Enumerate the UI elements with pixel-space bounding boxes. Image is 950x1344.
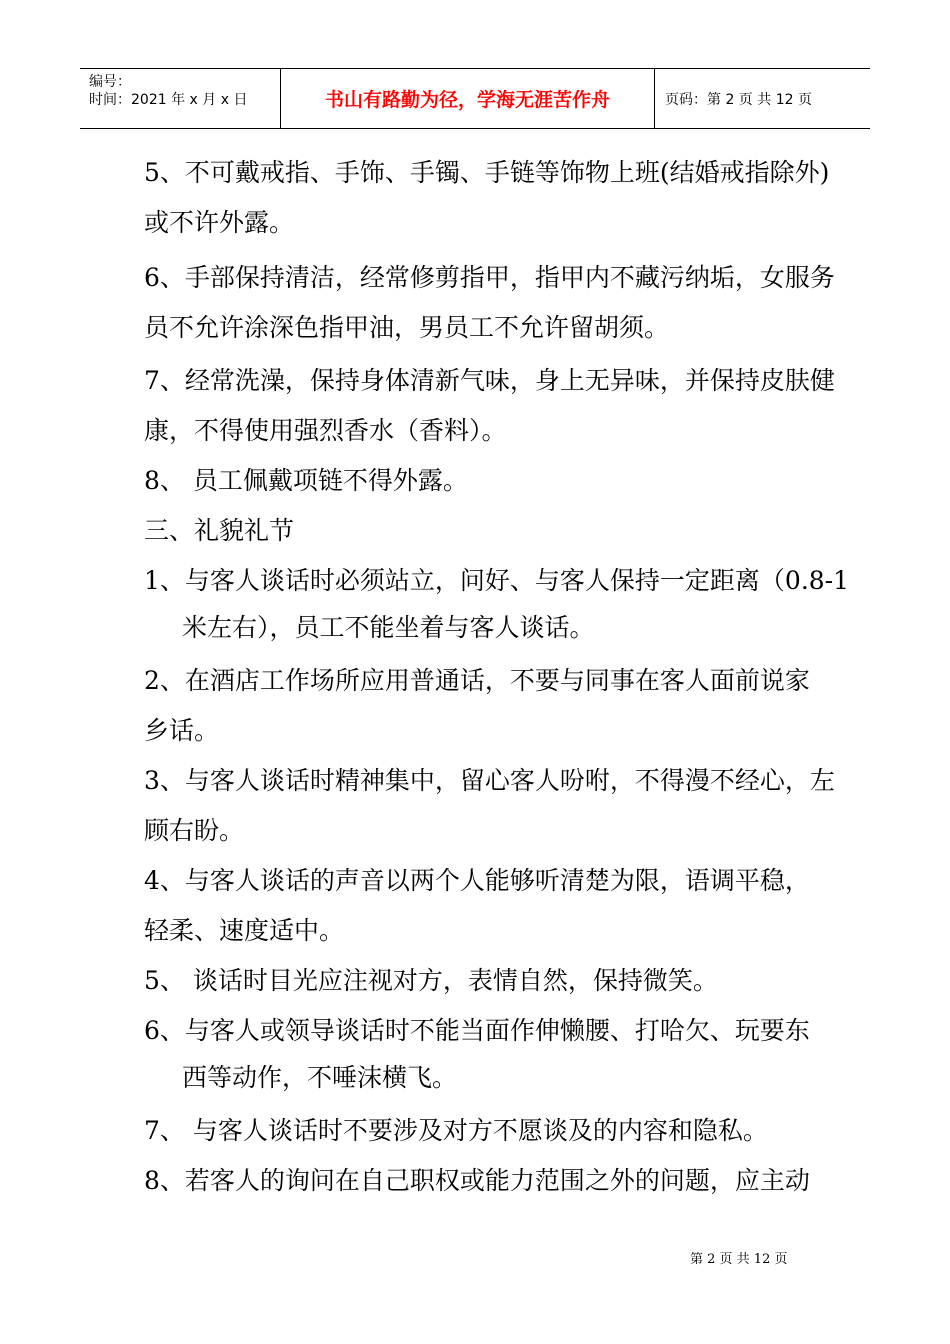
text-line: 1、与客人谈话时必须站立，问好、与客人保持一定距离（0.8-1 (144, 566, 850, 595)
text-line: 员不允许涂深色指甲油，男员工不允许留胡须。 (144, 313, 670, 342)
text-line: 7、经常洗澡，保持身体清新气味，身上无异味，并保持皮肤健 (144, 366, 835, 395)
text-line: 4、与客人谈话的声音以两个人能够听清楚为限，语调平稳， (144, 866, 810, 895)
text-line: 6、与客人或领导谈话时不能当面作伸懒腰、打哈欠、玩要东 (144, 1016, 810, 1045)
document-date: 时间：2021 年 x 月 x 日 (89, 92, 248, 108)
text-line: 3、与客人谈话时精神集中，留心客人吩咐，不得漫不经心，左 (144, 766, 835, 795)
text-line: 西等动作，不唾沫横飞。 (182, 1063, 458, 1092)
text-line: 5、 谈话时目光应注视对方，表情自然，保持微笑。 (144, 966, 718, 995)
text-line: 5、不可戴戒指、手饰、手镯、手链等饰物上班(结婚戒指除外) (144, 158, 830, 187)
text-line: 6、手部保持清洁，经常修剪指甲，指甲内不藏污纳垢，女服务 (144, 263, 835, 292)
header-meta (80, 69, 281, 128)
text-line: 7、 与客人谈话时不要涉及对方不愿谈及的内容和隐私。 (144, 1116, 768, 1145)
text-line: 2、在酒店工作场所应用普通话，不要与同事在客人面前说家 (144, 666, 810, 695)
text-line: 8、若客人的询问在自己职权或能力范围之外的问题，应主动 (144, 1166, 810, 1195)
page-footer: 第 2 页 共 12 页 (690, 1252, 788, 1267)
text-line: 康，不得使用强烈香水（香料）。 (144, 416, 507, 445)
header-motto: 书山有路勤为径，学海无涯苦作舟 (281, 69, 655, 128)
page-header (80, 68, 870, 129)
text-line: 乡话。 (144, 716, 220, 745)
section-heading: 三、礼貌礼节 (144, 516, 295, 545)
header-page-number: 页码：第 2 页 共 12 页 (665, 91, 812, 108)
text-line: 或不许外露。 (144, 208, 295, 237)
text-line: 轻柔、速度适中。 (144, 916, 345, 945)
text-line: 顾右盼。 (144, 816, 245, 845)
text-line: 8、 员工佩戴项链不得外露。 (144, 466, 468, 495)
document-number-label: 编号： (89, 74, 131, 90)
text-line: 米左右），员工不能坐着与客人谈话。 (182, 613, 595, 642)
